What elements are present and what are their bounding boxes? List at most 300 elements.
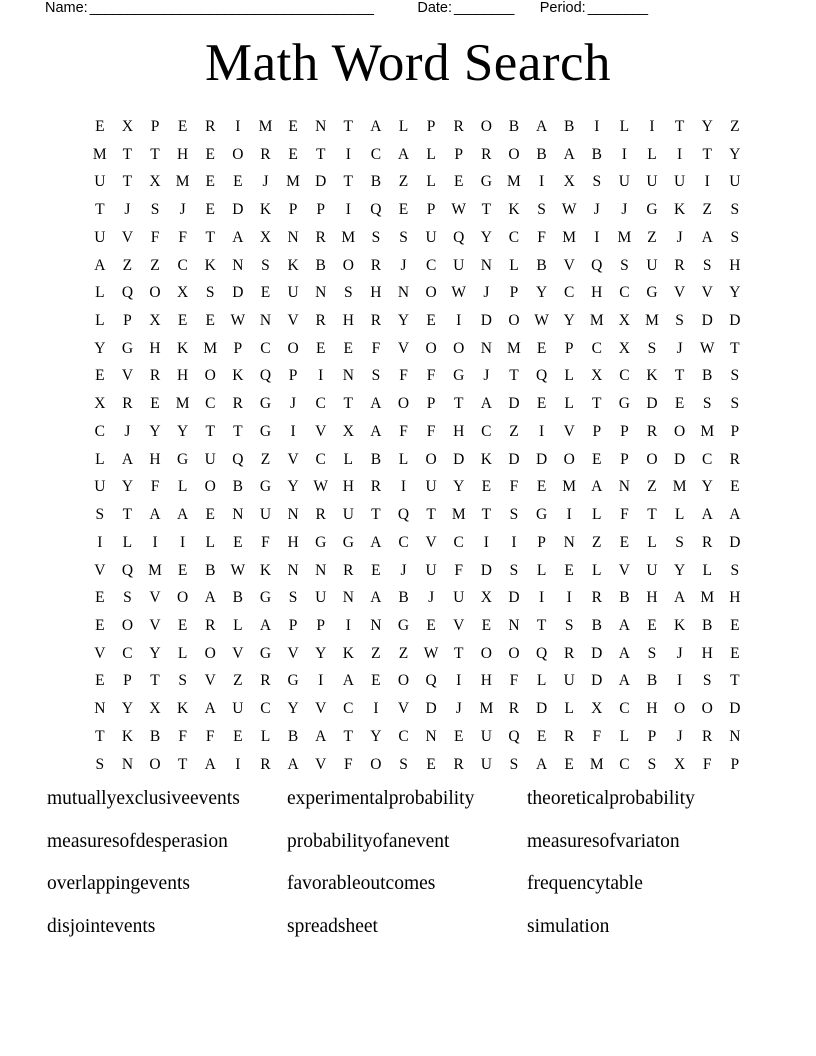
grid-cell[interactable]: N	[508, 616, 520, 634]
grid-cell[interactable]: Q	[397, 506, 410, 524]
grid-cell[interactable]: M	[617, 228, 632, 246]
grid-cell[interactable]: H	[646, 589, 658, 607]
grid-cell[interactable]: A	[370, 422, 382, 440]
grid-cell[interactable]: C	[370, 145, 382, 163]
grid-cell[interactable]: D	[232, 284, 244, 302]
grid-cell[interactable]: M	[507, 339, 521, 357]
grid-cell[interactable]: A	[149, 506, 161, 524]
grid-cell[interactable]: V	[674, 284, 686, 302]
grid-cell[interactable]: S	[730, 228, 740, 246]
grid-cell[interactable]: E	[205, 201, 215, 219]
grid-cell[interactable]: F	[178, 228, 187, 246]
grid-cell[interactable]: O	[149, 284, 161, 302]
grid-cell[interactable]: O	[204, 478, 216, 496]
grid-cell[interactable]: S	[730, 367, 740, 385]
grid-cell[interactable]: D	[729, 312, 741, 330]
grid-cell[interactable]: E	[205, 506, 215, 524]
grid-cell[interactable]: D	[729, 533, 741, 551]
grid-cell[interactable]: E	[730, 478, 740, 496]
grid-cell[interactable]: I	[511, 533, 517, 551]
grid-cell[interactable]: O	[232, 145, 244, 163]
grid-cell[interactable]: X	[480, 589, 492, 607]
grid-cell[interactable]: O	[370, 755, 382, 773]
grid-cell[interactable]: Y	[453, 478, 465, 496]
grid-cell[interactable]: D	[591, 672, 603, 690]
grid-cell[interactable]: J	[676, 727, 683, 745]
grid-cell[interactable]: U	[232, 700, 244, 718]
grid-cell[interactable]: Q	[535, 644, 548, 662]
grid-cell[interactable]: Y	[287, 700, 299, 718]
grid-cell[interactable]: R	[702, 533, 713, 551]
grid-cell[interactable]: I	[235, 118, 241, 135]
grid-cell[interactable]: S	[702, 256, 712, 274]
grid-cell[interactable]: K	[674, 616, 686, 634]
grid-cell[interactable]: L	[619, 118, 630, 135]
grid-cell[interactable]: U	[259, 506, 272, 524]
grid-cell[interactable]: W	[230, 561, 246, 579]
grid-cell[interactable]: C	[702, 450, 713, 468]
grid-cell[interactable]: V	[397, 700, 410, 718]
grid-cell[interactable]: P	[288, 616, 298, 634]
grid-cell[interactable]: L	[95, 450, 105, 468]
grid-cell[interactable]: L	[564, 700, 574, 718]
grid-cell[interactable]: M	[258, 118, 273, 135]
grid-cell[interactable]: P	[620, 450, 629, 468]
grid-cell[interactable]: X	[618, 339, 630, 357]
grid-cell[interactable]: B	[205, 561, 216, 579]
grid-cell[interactable]: A	[618, 672, 630, 690]
word-list-item[interactable]: measuresofdesperasion	[47, 830, 228, 852]
grid-cell[interactable]: R	[370, 478, 382, 496]
grid-cell[interactable]: B	[563, 118, 575, 135]
grid-cell[interactable]: C	[591, 339, 602, 357]
grid-cell[interactable]: F	[509, 672, 519, 690]
grid-cell[interactable]: G	[535, 506, 548, 524]
grid-cell[interactable]: X	[149, 173, 161, 191]
grid-cell[interactable]: U	[480, 755, 492, 773]
grid-cell[interactable]: A	[204, 589, 216, 607]
grid-cell[interactable]: R	[232, 395, 244, 413]
grid-cell[interactable]: K	[342, 644, 354, 662]
grid-cell[interactable]: R	[563, 727, 575, 745]
grid-cell[interactable]: F	[537, 228, 546, 246]
grid-cell[interactable]: B	[619, 589, 630, 607]
grid-cell[interactable]: X	[591, 367, 603, 385]
grid-cell[interactable]: J	[483, 367, 490, 385]
grid-cell[interactable]: Q	[232, 450, 244, 468]
grid-cell[interactable]: O	[701, 700, 713, 718]
grid-cell[interactable]: O	[149, 755, 161, 773]
grid-cell[interactable]: L	[536, 561, 547, 579]
grid-cell[interactable]: T	[674, 367, 685, 385]
grid-cell[interactable]: E	[288, 145, 298, 163]
grid-cell[interactable]: C	[453, 533, 464, 551]
grid-cell[interactable]: M	[203, 339, 218, 357]
grid-cell[interactable]: N	[94, 700, 106, 718]
grid-cell[interactable]: O	[453, 339, 465, 357]
grid-cell[interactable]: P	[647, 727, 657, 745]
grid-cell[interactable]: X	[149, 312, 161, 330]
grid-cell[interactable]: M	[479, 700, 494, 718]
grid-cell[interactable]: S	[288, 589, 298, 607]
grid-cell[interactable]: Y	[121, 478, 134, 496]
grid-cell[interactable]: N	[232, 506, 244, 524]
grid-cell[interactable]: J	[428, 589, 435, 607]
grid-cell[interactable]: B	[287, 727, 299, 745]
grid-cell[interactable]: Y	[729, 145, 741, 163]
grid-cell[interactable]: P	[509, 284, 519, 302]
grid-cell[interactable]: I	[290, 422, 296, 440]
grid-cell[interactable]: P	[730, 422, 740, 440]
grid-cell[interactable]: W	[534, 312, 549, 330]
grid-cell[interactable]: O	[563, 450, 575, 468]
grid-cell[interactable]: Y	[177, 422, 189, 440]
grid-cell[interactable]: S	[647, 755, 657, 773]
grid-cell[interactable]: V	[287, 312, 299, 330]
grid-cell[interactable]: B	[149, 727, 161, 745]
grid-cell[interactable]: O	[480, 644, 492, 662]
grid-cell[interactable]: F	[150, 228, 160, 246]
grid-cell[interactable]: O	[204, 367, 216, 385]
word-list-item[interactable]: overlappingevents	[47, 873, 190, 894]
grid-cell[interactable]: L	[95, 312, 105, 330]
grid-cell[interactable]: T	[122, 173, 133, 191]
grid-cell[interactable]: A	[729, 506, 741, 524]
grid-cell[interactable]: A	[287, 755, 299, 773]
grid-cell[interactable]: N	[287, 228, 299, 246]
grid-cell[interactable]: T	[674, 118, 685, 135]
grid-cell[interactable]: S	[150, 201, 160, 219]
grid-cell[interactable]: Y	[94, 339, 106, 357]
grid-cell[interactable]: E	[536, 339, 547, 357]
grid-cell[interactable]: B	[646, 672, 658, 690]
grid-cell[interactable]: M	[562, 228, 577, 246]
grid-cell[interactable]: Y	[397, 312, 410, 330]
grid-cell[interactable]: E	[592, 450, 602, 468]
grid-cell[interactable]: T	[150, 672, 160, 690]
grid-cell[interactable]: W	[451, 284, 467, 302]
grid-cell[interactable]: T	[205, 228, 215, 246]
grid-cell[interactable]: H	[729, 589, 741, 607]
grid-cell[interactable]: E	[426, 755, 436, 773]
grid-cell[interactable]: U	[646, 561, 658, 579]
grid-cell[interactable]: A	[535, 755, 548, 773]
grid-cell[interactable]: R	[646, 422, 658, 440]
grid-cell[interactable]: A	[618, 644, 630, 662]
grid-cell[interactable]: I	[400, 478, 407, 496]
grid-cell[interactable]: L	[260, 727, 271, 745]
grid-cell[interactable]: F	[178, 727, 187, 745]
grid-cell[interactable]: B	[702, 616, 713, 634]
grid-cell[interactable]: M	[700, 422, 715, 440]
grid-cell[interactable]: R	[315, 312, 326, 330]
grid-cell[interactable]: A	[701, 506, 713, 524]
period-blank-line[interactable]: ________	[587, 0, 648, 16]
grid-cell[interactable]: P	[316, 201, 325, 219]
grid-cell[interactable]: N	[121, 755, 134, 773]
grid-cell[interactable]: J	[179, 201, 186, 219]
grid-cell[interactable]: F	[399, 422, 408, 440]
grid-cell[interactable]: F	[371, 339, 381, 357]
grid-cell[interactable]: E	[674, 395, 685, 413]
grid-cell[interactable]: S	[702, 395, 712, 413]
grid-cell[interactable]: V	[287, 644, 299, 662]
grid-cell[interactable]: A	[177, 506, 189, 524]
word-list-item[interactable]: probabilityofanevent	[287, 830, 450, 852]
grid-cell[interactable]: Q	[453, 228, 465, 246]
grid-cell[interactable]: E	[398, 201, 409, 219]
grid-cell[interactable]: U	[342, 506, 354, 524]
grid-cell[interactable]: O	[480, 118, 492, 135]
grid-cell[interactable]: J	[262, 173, 269, 191]
grid-cell[interactable]: Z	[398, 644, 409, 662]
grid-cell[interactable]: F	[399, 367, 408, 385]
grid-cell[interactable]: Z	[233, 672, 243, 690]
grid-cell[interactable]: S	[620, 256, 629, 274]
grid-cell[interactable]: V	[94, 561, 106, 579]
grid-cell[interactable]: V	[618, 561, 630, 579]
grid-cell[interactable]: Y	[535, 284, 548, 302]
grid-cell[interactable]: E	[95, 118, 105, 135]
grid-cell[interactable]: A	[315, 727, 327, 745]
grid-cell[interactable]: G	[259, 589, 272, 607]
grid-cell[interactable]: W	[561, 201, 577, 219]
grid-cell[interactable]: H	[701, 644, 713, 662]
grid-cell[interactable]: D	[535, 700, 548, 718]
grid-cell[interactable]: R	[370, 312, 382, 330]
grid-cell[interactable]: L	[426, 145, 436, 163]
grid-cell[interactable]: N	[425, 727, 437, 745]
grid-cell[interactable]: C	[425, 256, 437, 274]
grid-cell[interactable]: O	[508, 145, 520, 163]
grid-cell[interactable]: I	[318, 672, 324, 690]
grid-cell[interactable]: G	[315, 533, 327, 551]
grid-cell[interactable]: A	[121, 450, 134, 468]
grid-cell[interactable]: N	[618, 478, 630, 496]
grid-cell[interactable]: V	[94, 644, 106, 662]
word-list-item[interactable]: simulation	[527, 915, 610, 937]
grid-cell[interactable]: L	[398, 118, 409, 135]
grid-cell[interactable]: M	[589, 312, 604, 330]
grid-cell[interactable]: L	[177, 644, 188, 662]
grid-cell[interactable]: L	[233, 616, 243, 634]
grid-cell[interactable]: M	[700, 589, 715, 607]
grid-cell[interactable]: Q	[259, 367, 272, 385]
grid-cell[interactable]: T	[315, 145, 326, 163]
grid-cell[interactable]: E	[95, 367, 105, 385]
grid-cell[interactable]: L	[205, 533, 215, 551]
grid-cell[interactable]: F	[205, 727, 215, 745]
grid-cell[interactable]: T	[730, 672, 740, 690]
grid-cell[interactable]: U	[674, 173, 686, 191]
grid-cell[interactable]: B	[591, 616, 602, 634]
grid-cell[interactable]: P	[150, 118, 160, 135]
grid-cell[interactable]: S	[647, 339, 657, 357]
grid-cell[interactable]: R	[508, 700, 520, 718]
grid-cell[interactable]: H	[149, 450, 161, 468]
grid-cell[interactable]: N	[397, 284, 410, 302]
grid-cell[interactable]: J	[676, 228, 683, 246]
grid-cell[interactable]: L	[95, 284, 105, 302]
grid-cell[interactable]: T	[730, 339, 740, 357]
grid-cell[interactable]: C	[563, 284, 575, 302]
grid-cell[interactable]: X	[259, 228, 272, 246]
grid-cell[interactable]: Y	[149, 422, 161, 440]
grid-cell[interactable]: M	[148, 561, 162, 579]
grid-cell[interactable]: L	[536, 672, 547, 690]
grid-cell[interactable]: G	[618, 395, 630, 413]
word-list-item[interactable]: measuresofvariaton	[527, 830, 680, 852]
grid-cell[interactable]: F	[426, 367, 436, 385]
grid-cell[interactable]: S	[123, 589, 132, 607]
grid-cell[interactable]: G	[480, 173, 492, 191]
grid-cell[interactable]: U	[425, 228, 437, 246]
grid-cell[interactable]: P	[426, 395, 436, 413]
grid-cell[interactable]: T	[95, 727, 105, 745]
grid-cell[interactable]: K	[259, 201, 272, 219]
grid-cell[interactable]: Y	[370, 727, 382, 745]
grid-cell[interactable]: T	[343, 118, 354, 135]
grid-cell[interactable]: M	[286, 173, 300, 191]
grid-cell[interactable]: R	[702, 727, 713, 745]
grid-cell[interactable]: G	[259, 395, 272, 413]
grid-cell[interactable]: L	[177, 478, 188, 496]
grid-cell[interactable]: E	[233, 727, 243, 745]
grid-cell[interactable]: N	[232, 256, 244, 274]
grid-cell[interactable]: C	[315, 450, 326, 468]
grid-cell[interactable]: V	[315, 422, 327, 440]
grid-cell[interactable]: B	[508, 118, 520, 135]
grid-cell[interactable]: M	[341, 228, 356, 246]
grid-cell[interactable]: M	[451, 506, 466, 524]
grid-cell[interactable]: E	[95, 672, 105, 690]
grid-cell[interactable]: P	[564, 339, 574, 357]
grid-cell[interactable]: L	[564, 395, 574, 413]
word-list-item[interactable]: frequencytable	[527, 873, 643, 894]
grid-cell[interactable]: G	[259, 422, 272, 440]
grid-cell[interactable]: I	[566, 506, 572, 524]
grid-cell[interactable]: T	[481, 506, 492, 524]
grid-cell[interactable]: I	[345, 145, 351, 163]
grid-cell[interactable]: Z	[647, 228, 657, 246]
grid-cell[interactable]: K	[646, 367, 658, 385]
grid-cell[interactable]: P	[426, 118, 436, 135]
grid-cell[interactable]: B	[702, 367, 713, 385]
grid-cell[interactable]: T	[122, 506, 133, 524]
grid-cell[interactable]: E	[205, 312, 215, 330]
grid-cell[interactable]: D	[646, 395, 658, 413]
grid-cell[interactable]: E	[343, 339, 354, 357]
grid-cell[interactable]: T	[343, 173, 354, 191]
grid-cell[interactable]: V	[287, 450, 299, 468]
grid-cell[interactable]: R	[729, 450, 740, 468]
grid-cell[interactable]: O	[121, 616, 134, 634]
grid-cell[interactable]: L	[647, 145, 657, 163]
grid-cell[interactable]: P	[426, 201, 436, 219]
grid-cell[interactable]: Z	[730, 118, 740, 135]
grid-cell[interactable]: L	[674, 506, 685, 524]
grid-cell[interactable]: A	[370, 589, 382, 607]
grid-cell[interactable]: J	[676, 339, 683, 357]
grid-cell[interactable]: H	[453, 422, 465, 440]
grid-cell[interactable]: I	[538, 422, 545, 440]
grid-cell[interactable]: R	[674, 256, 685, 274]
grid-cell[interactable]: B	[370, 450, 382, 468]
grid-cell[interactable]: A	[701, 228, 713, 246]
grid-cell[interactable]: Z	[398, 173, 409, 191]
grid-cell[interactable]: Y	[287, 478, 299, 496]
name-blank-line[interactable]: ______________________________________	[89, 0, 374, 16]
grid-cell[interactable]: N	[370, 616, 382, 634]
grid-cell[interactable]: D	[232, 201, 244, 219]
grid-cell[interactable]: Q	[508, 727, 520, 745]
grid-cell[interactable]: L	[592, 561, 602, 579]
grid-cell[interactable]: W	[230, 312, 246, 330]
grid-cell[interactable]: O	[177, 589, 189, 607]
grid-cell[interactable]: W	[313, 478, 328, 496]
grid-cell[interactable]: N	[342, 367, 354, 385]
grid-cell[interactable]: A	[259, 616, 272, 634]
grid-cell[interactable]: R	[122, 395, 133, 413]
grid-cell[interactable]: K	[177, 700, 189, 718]
grid-cell[interactable]: O	[508, 644, 520, 662]
grid-cell[interactable]: E	[426, 312, 436, 330]
grid-cell[interactable]: I	[152, 533, 158, 551]
grid-cell[interactable]: U	[618, 173, 630, 191]
grid-cell[interactable]: G	[397, 616, 410, 634]
grid-cell[interactable]: C	[343, 700, 354, 718]
grid-cell[interactable]: P	[454, 145, 464, 163]
grid-cell[interactable]: T	[509, 367, 519, 385]
grid-cell[interactable]: K	[121, 727, 134, 745]
grid-cell[interactable]: E	[288, 118, 298, 135]
grid-cell[interactable]: X	[149, 700, 161, 718]
grid-cell[interactable]: A	[204, 700, 216, 718]
grid-cell[interactable]: V	[315, 700, 327, 718]
grid-cell[interactable]: G	[453, 367, 465, 385]
grid-cell[interactable]: U	[729, 173, 741, 191]
grid-cell[interactable]: N	[563, 533, 575, 551]
grid-cell[interactable]: J	[455, 700, 462, 718]
grid-cell[interactable]: T	[702, 145, 712, 163]
grid-cell[interactable]: P	[288, 367, 298, 385]
grid-cell[interactable]: K	[259, 561, 272, 579]
grid-cell[interactable]: C	[122, 644, 133, 662]
grid-cell[interactable]: U	[646, 173, 658, 191]
grid-cell[interactable]: E	[205, 173, 215, 191]
grid-cell[interactable]: N	[729, 727, 741, 745]
grid-cell[interactable]: I	[538, 173, 545, 191]
grid-cell[interactable]: Y	[701, 478, 713, 496]
grid-cell[interactable]: N	[315, 118, 327, 135]
grid-cell[interactable]: F	[702, 755, 712, 773]
grid-cell[interactable]: E	[481, 616, 492, 634]
grid-cell[interactable]: H	[342, 478, 354, 496]
grid-cell[interactable]: Q	[591, 256, 603, 274]
grid-cell[interactable]: L	[509, 256, 519, 274]
grid-cell[interactable]: U	[480, 727, 492, 745]
grid-cell[interactable]: D	[453, 450, 465, 468]
grid-cell[interactable]: E	[453, 727, 464, 745]
grid-cell[interactable]: V	[701, 284, 713, 302]
grid-cell[interactable]: P	[123, 672, 132, 690]
grid-cell[interactable]: S	[675, 533, 684, 551]
grid-cell[interactable]: T	[205, 422, 215, 440]
grid-cell[interactable]: V	[453, 616, 465, 634]
grid-cell[interactable]: C	[619, 367, 630, 385]
grid-cell[interactable]: V	[315, 755, 327, 773]
grid-cell[interactable]: S	[95, 506, 105, 524]
